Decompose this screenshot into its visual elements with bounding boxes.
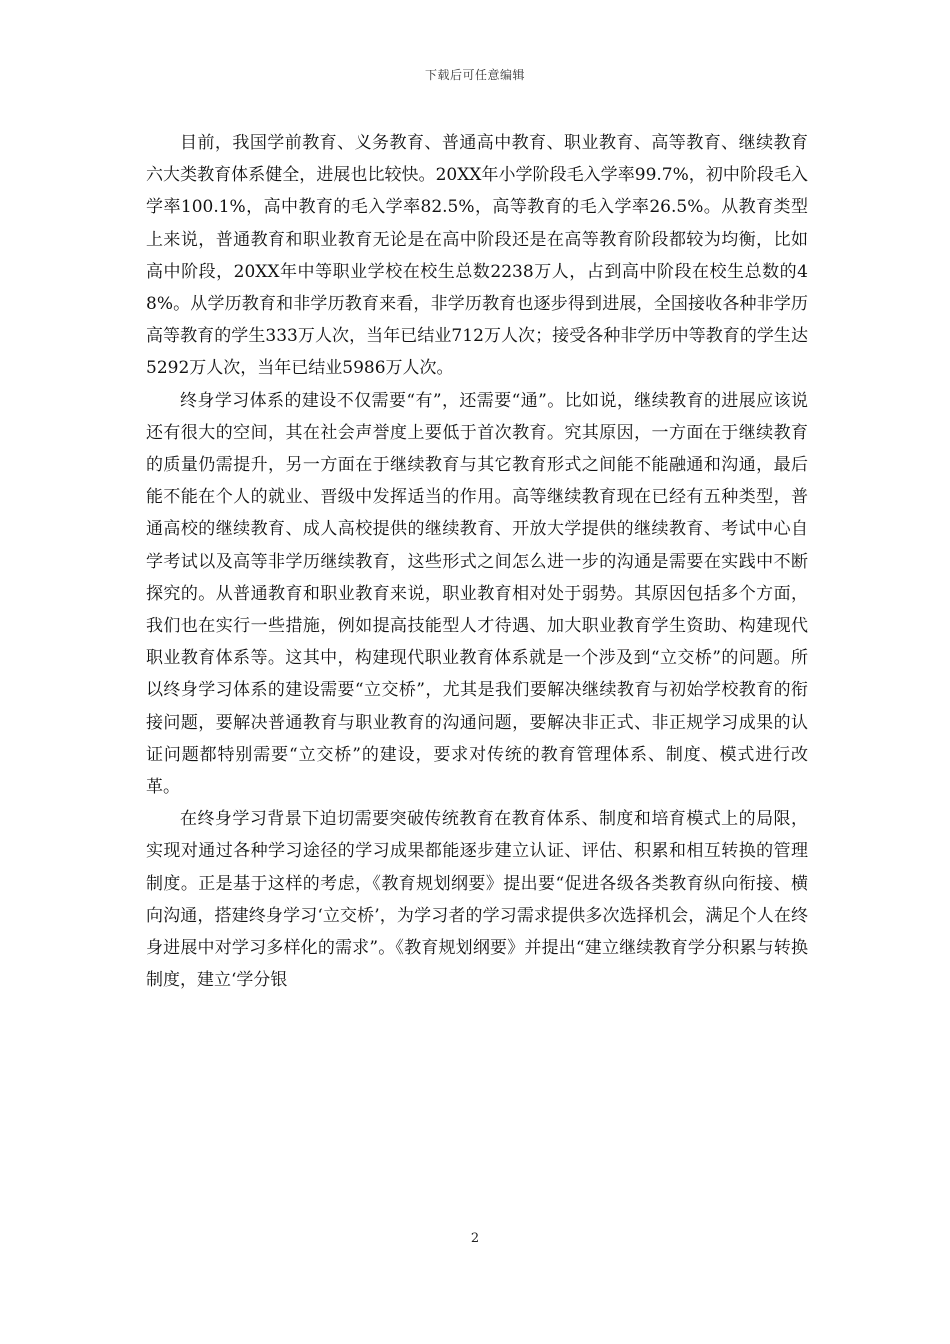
paragraph-education-system: 目前，我国学前教育、义务教育、普通高中教育、职业教育、高等教育、继续教育六大类教育体系健全，进展也比较快。20XX年小学阶段毛入学率99.7%，初中阶段毛入学率100.1%，高中教育的毛入学率82.5%，高等教育的毛入学率26.5%。从教育类型上来说，普通教育和职业教育无论是在高中阶段还是在高等教育阶段都较为均衡，比如高中阶段，20XX年中等职业学校在校生总数2238万人，占到高中阶段在校生总数的48%。从学历教育和非学历教育来看，非学历教育也逐步得到进展，全国接收各种非学历高等教育的学生333万人次，当年已结业712万人次；接受各种非学历中等教育的学生达5292万人次，当年已结业5986万人次。 — [146, 133, 808, 379]
page-number: 2 — [470, 1231, 480, 1246]
paragraph-reform: 在终身学习背景下迫切需要突破传统教育在教育体系、制度和培育模式上的局限，实现对通过各种学习途径的学习成果都能逐步建立认证、评估、积累和相互转换的管理制度。正是基于这样的考虑，《教育规划纲要》提出要“促进各级各类教育纵向衔接、横向沟通，搭建终身学习‘立交桥’，为学习者的学习需求提供多次选择机会，满足个人在终身进展中对学习多样化的需求”。《教育规划纲要》并提出“建立继续教育学分积累与转换制度，建立‘学分银 — [146, 809, 808, 991]
body-text — [146, 127, 808, 996]
page-header: 下载后可任意编辑 — [424, 68, 525, 82]
paragraph-lifelong-learning: 终身学习体系的建设不仅需要“有”，还需要“通”。比如说，继续教育的进展应该说还有很大的空间，其在社会声誉度上要低于首次教育。究其原因，一方面在于继续教育的质量仍需提升，另一方面在于继续教育与其它教育形式之间能不能融通和沟通，最后能不能在个人的就业、晋级中发挥适当的作用。高等继续教育现在已经有五种类型，普通高校的继续教育、成人高校提供的继续教育、开放大学提供的继续教育、考试中心自学考试以及高等非学历继续教育，这些形式之间怎么进一步的沟通是需要在实践中不断探究的。从普通教育和职业教育来说，职业教育相对处于弱势。其原因包括多个方面，我们也在实行一些措施，例如提高技能型人才待遇、加大职业教育学生资助、构建现代职业教育体系等。这其中，构建现代职业教育体系就是一个涉及到“立交桥”的问题。所以终身学习体系的建设需要“立交桥”，尤其是我们要解决继续教育与初始学校教育的衔接问题，要解决普通教育与职业教育的沟通问题，要解决非正式、非正规学习成果的认证问题都特别需要“立交桥”的建设，要求对传统的教育管理体系、制度、模式进行改革。 — [146, 390, 808, 798]
